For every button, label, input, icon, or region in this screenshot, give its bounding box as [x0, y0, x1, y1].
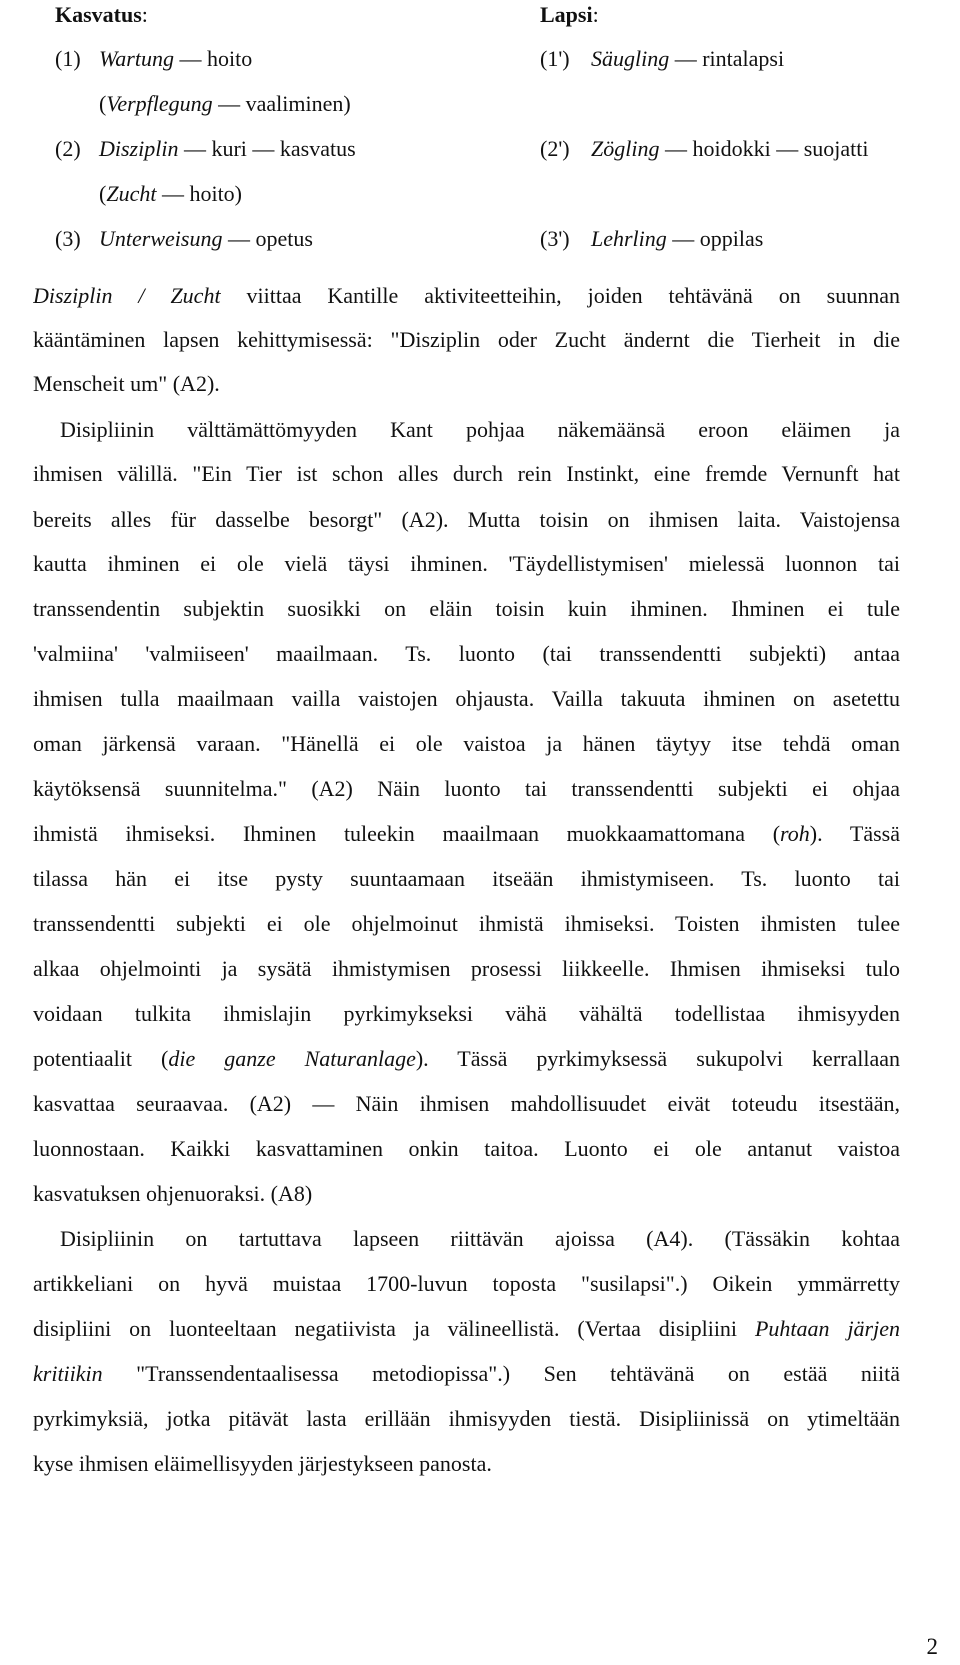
kasvatus-item-1	[55, 44, 252, 74]
paragraph-3-line: Disipliinin on tartuttava lapseen riittävän ajoissa (A4). (Tässäkin kohtaa	[60, 1226, 900, 1251]
paragraph-2-line: voidaan tulkita ihmislajin pyrkimykseksi vähä vähältä todellistaa ihmisyyden	[33, 1001, 900, 1026]
emphasis: Puhtaan järjen	[754, 1316, 900, 1341]
paragraph-3-line: kyse ihmisen eläimellisyyden järjestykseen panosta.	[33, 1451, 492, 1476]
kasvatus-item-2-sub	[99, 179, 242, 209]
item-number: (3')	[540, 226, 570, 251]
dash: —	[178, 136, 212, 161]
item-number: (3)	[55, 226, 81, 251]
paragraph-1-line	[33, 281, 900, 311]
emphasis: die ganze Naturanlage	[168, 1046, 416, 1071]
text-run: ). Tässä pyrkimyksessä sukupolvi kerrallaan	[415, 1046, 900, 1071]
dash: —	[156, 181, 190, 206]
text-run: disipliini on luonteeltaan negatiivista ja välineellistä. (Vertaa disipliini	[33, 1316, 755, 1341]
dash: —	[659, 136, 693, 161]
lapsi-heading	[540, 0, 599, 30]
kasvatus-item-2	[55, 134, 356, 164]
german-term: Säugling	[591, 46, 670, 71]
dash: —	[669, 46, 703, 71]
lapsi-item-1	[540, 44, 784, 74]
paragraph-2-line: Disipliinin välttämättömyyden Kant pohjaa näkemäänsä eroon eläimen ja	[60, 417, 900, 442]
paragraph-2-line	[33, 1044, 900, 1074]
paragraph-2-line: transsendentin subjektin suosikki on eläin toisin kuin ihminen. Ihminen ei tule	[33, 596, 900, 621]
kasvatus-item-3	[55, 224, 313, 254]
lapsi-title: Lapsi	[540, 2, 593, 27]
finnish-term: hoidokki — suojatti	[692, 136, 869, 161]
paragraph-2-line: ihmisen tulla maailmaan vailla vaistojen ohjausta. Vailla takuuta ihminen on asetettu	[33, 686, 900, 711]
paren: (	[99, 91, 107, 116]
german-term: Zucht	[106, 181, 157, 206]
text-run: viittaa Kantille aktiviteetteihin, joiden tehtävänä on suunnan	[220, 283, 900, 308]
page-number: 2	[926, 1634, 938, 1659]
paragraph-2-line	[33, 819, 900, 849]
paragraph-2-line: bereits alles für dasselbe besorgt" (A2). Mutta toisin on ihmisen laita. Vaistojensa	[33, 507, 900, 532]
finnish-term: rintalapsi	[702, 46, 785, 71]
emphasis: Disziplin / Zucht	[33, 283, 221, 308]
dash: —	[173, 46, 207, 71]
paragraph-2-line: käytöksensä suunnitelma." (A2) Näin luonto tai transsendentti subjekti ei ohjaa	[33, 776, 900, 801]
paragraph-3-line	[33, 1314, 900, 1344]
paragraph-3-line: artikkeliani on hyvä muistaa 1700-luvun toposta "susilapsi".) Oikein ymmärretty	[33, 1271, 900, 1296]
german-term: Verpflegung	[106, 91, 213, 116]
finnish-term: hoito)	[189, 181, 243, 206]
paragraph-2-line: 'valmiina' 'valmiiseen' maailmaan. Ts. luonto (tai transsendentti subjekti) antaa	[33, 641, 900, 666]
paragraph-2-line: ihmisen välillä. "Ein Tier ist schon alles durch rein Instinkt, eine fremde Vernunft hat	[33, 461, 900, 486]
dash: —	[222, 226, 256, 251]
paragraph-2-line: luonnostaan. Kaikki kasvattaminen onkin taitoa. Luonto ei ole antanut vaistoa	[33, 1136, 900, 1161]
german-term: Lehrling	[591, 226, 667, 251]
finnish-term: vaaliminen)	[245, 91, 351, 116]
item-number: (2)	[55, 136, 81, 161]
paragraph-2-line: transsendentti subjekti ei ole ohjelmoinut ihmistä ihmiseksi. Toisten ihmisten tulee	[33, 911, 900, 936]
german-term: Unterweisung	[99, 226, 223, 251]
paragraph-1-line: Menscheit um" (A2).	[33, 371, 220, 396]
item-number: (1')	[540, 46, 570, 71]
german-term: Wartung	[99, 46, 174, 71]
paragraph-2-line: kasvattaa seuraavaa. (A2) — Näin ihmisen mahdollisuudet eivät toteudu itsestään,	[33, 1091, 900, 1116]
paragraph-2-line: oman järkensä varaan. "Hänellä ei ole vaistoa ja hänen täytyy itse tehdä oman	[33, 731, 900, 756]
paragraph-2-line: tilassa hän ei itse pysty suuntaamaan itseään ihmistymiseen. Ts. luonto tai	[33, 866, 900, 891]
kasvatus-item-1-sub	[99, 89, 351, 119]
lapsi-item-2	[540, 134, 868, 164]
paragraph-3-line	[33, 1359, 900, 1389]
finnish-term: kuri — kasvatus	[211, 136, 356, 161]
kasvatus-title: Kasvatus	[55, 2, 142, 27]
item-number: (1)	[55, 46, 81, 71]
text-run: "Transsendentaalisessa metodiopissa".) Sen tehtävänä on estää niitä	[102, 1361, 900, 1386]
emphasis: roh	[780, 821, 810, 846]
item-number: (2')	[540, 136, 570, 161]
kasvatus-heading	[55, 0, 148, 30]
emphasis: kritiikin	[33, 1361, 103, 1386]
paragraph-3-line: pyrkimyksiä, jotka pitävät lasta erillään ihmisyyden tiestä. Disipliinissä on ytimeltään	[33, 1406, 900, 1431]
paragraph-1-line: kääntäminen lapsen kehittymisessä: "Disziplin oder Zucht ändernt die Tierheit in die	[33, 327, 900, 352]
finnish-term: oppilas	[699, 226, 764, 251]
finnish-term: hoito	[206, 46, 253, 71]
lapsi-colon: :	[592, 2, 599, 27]
text-run: potentiaalit (	[33, 1046, 169, 1071]
kasvatus-colon: :	[141, 2, 148, 27]
paragraph-2-line: alkaa ohjelmointi ja sysätä ihmistymisen prosessi liikkeelle. Ihmisen ihmiseksi tulo	[33, 956, 900, 981]
paragraph-2-line: kautta ihminen ei ole vielä täysi ihminen. 'Täydellistymisen' mielessä luonnon tai	[33, 551, 900, 576]
dash: —	[666, 226, 700, 251]
german-term: Zögling	[591, 136, 660, 161]
dash: —	[212, 91, 246, 116]
german-term: Disziplin	[99, 136, 179, 161]
finnish-term: opetus	[255, 226, 313, 251]
text-run: ). Tässä	[809, 821, 900, 846]
text-run: ihmistä ihmiseksi. Ihminen tuleekin maailmaan muokkaamattomana (	[33, 821, 781, 846]
paragraph-2-line: kasvatuksen ohjenuoraksi. (A8)	[33, 1181, 313, 1206]
paren: (	[99, 181, 107, 206]
lapsi-item-3	[540, 224, 763, 254]
